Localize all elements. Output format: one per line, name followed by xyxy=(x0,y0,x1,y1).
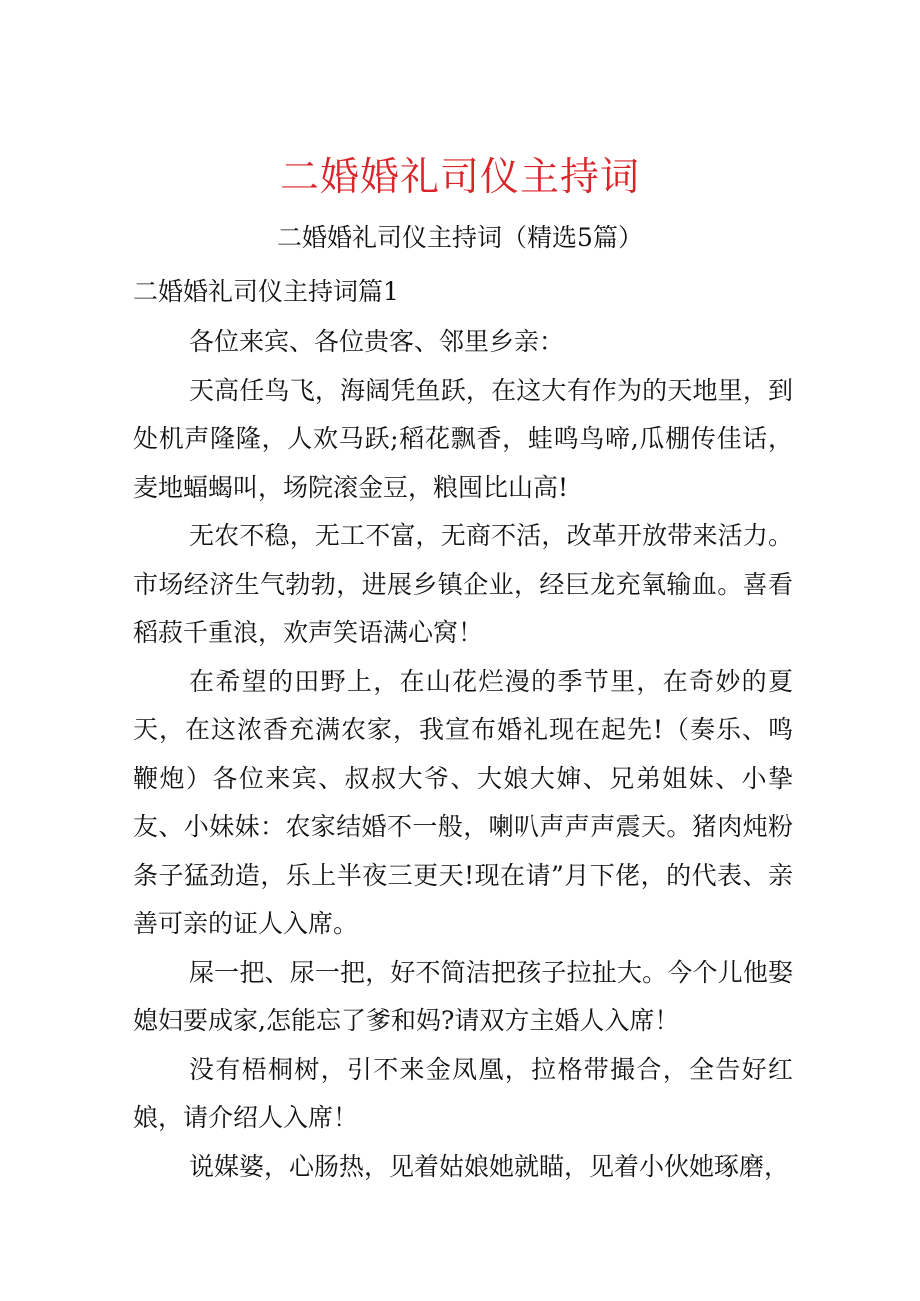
document-title: 二婚婚礼司仪主持词 xyxy=(279,155,640,200)
paragraph-greeting: 各位来宾、各位贵客、邻里乡亲： xyxy=(189,327,565,356)
document-subtitle: 二婚婚礼司仪主持词（精选5篇） xyxy=(277,223,643,252)
paragraph: 无农不稳，无工不富，无商不活，改革开放带来活力。市场经济生气勃勃，进展乡镇企业，经巨龙充氧输血。喜看稻菽千重浪，欢声笑语满心窝！ xyxy=(133,521,793,647)
paragraph: 说媒婆，心肠热，见着姑娘她就瞄，见着小伙她琢磨， xyxy=(189,1151,790,1181)
paragraph: 没有梧桐树，引不来金凤凰，拉格带撮合，全告好红娘，请介绍人入席！ xyxy=(133,1054,793,1132)
section-heading: 二婚婚礼司仪主持词篇1 xyxy=(133,277,399,306)
paragraph: 在希望的田野上，在山花烂漫的季节里，在奇妙的夏天，在这浓香充满农家，我宣布婚礼现在起先!（奏乐、鸣鞭炮）各位来宾、叔叔大爷、大娘大婶、兄弟姐妹、小挚友、小妹妹：农家结婚不一般，喇叭声声声震天。猪肉炖粉条子猛劲造，乐上半夜三更天!现在请”月下佬，的代表、亲善可亲的证人入席。 xyxy=(133,666,793,938)
document-body xyxy=(133,318,793,1191)
paragraph: 屎一把、尿一把，好不简洁把孩子拉扯大。今个儿他娶媳妇要成家,怎能忘了爹和妈?请双方主婚人入席！ xyxy=(133,957,793,1035)
paragraph: 天高任鸟飞，海阔凭鱼跃，在这大有作为的天地里，到处机声隆隆，人欢马跃;稻花飘香，蛙鸣鸟啼,瓜棚传佳话，麦地蝠蝎叫，场院滚金豆，粮囤比山高! xyxy=(133,375,793,502)
